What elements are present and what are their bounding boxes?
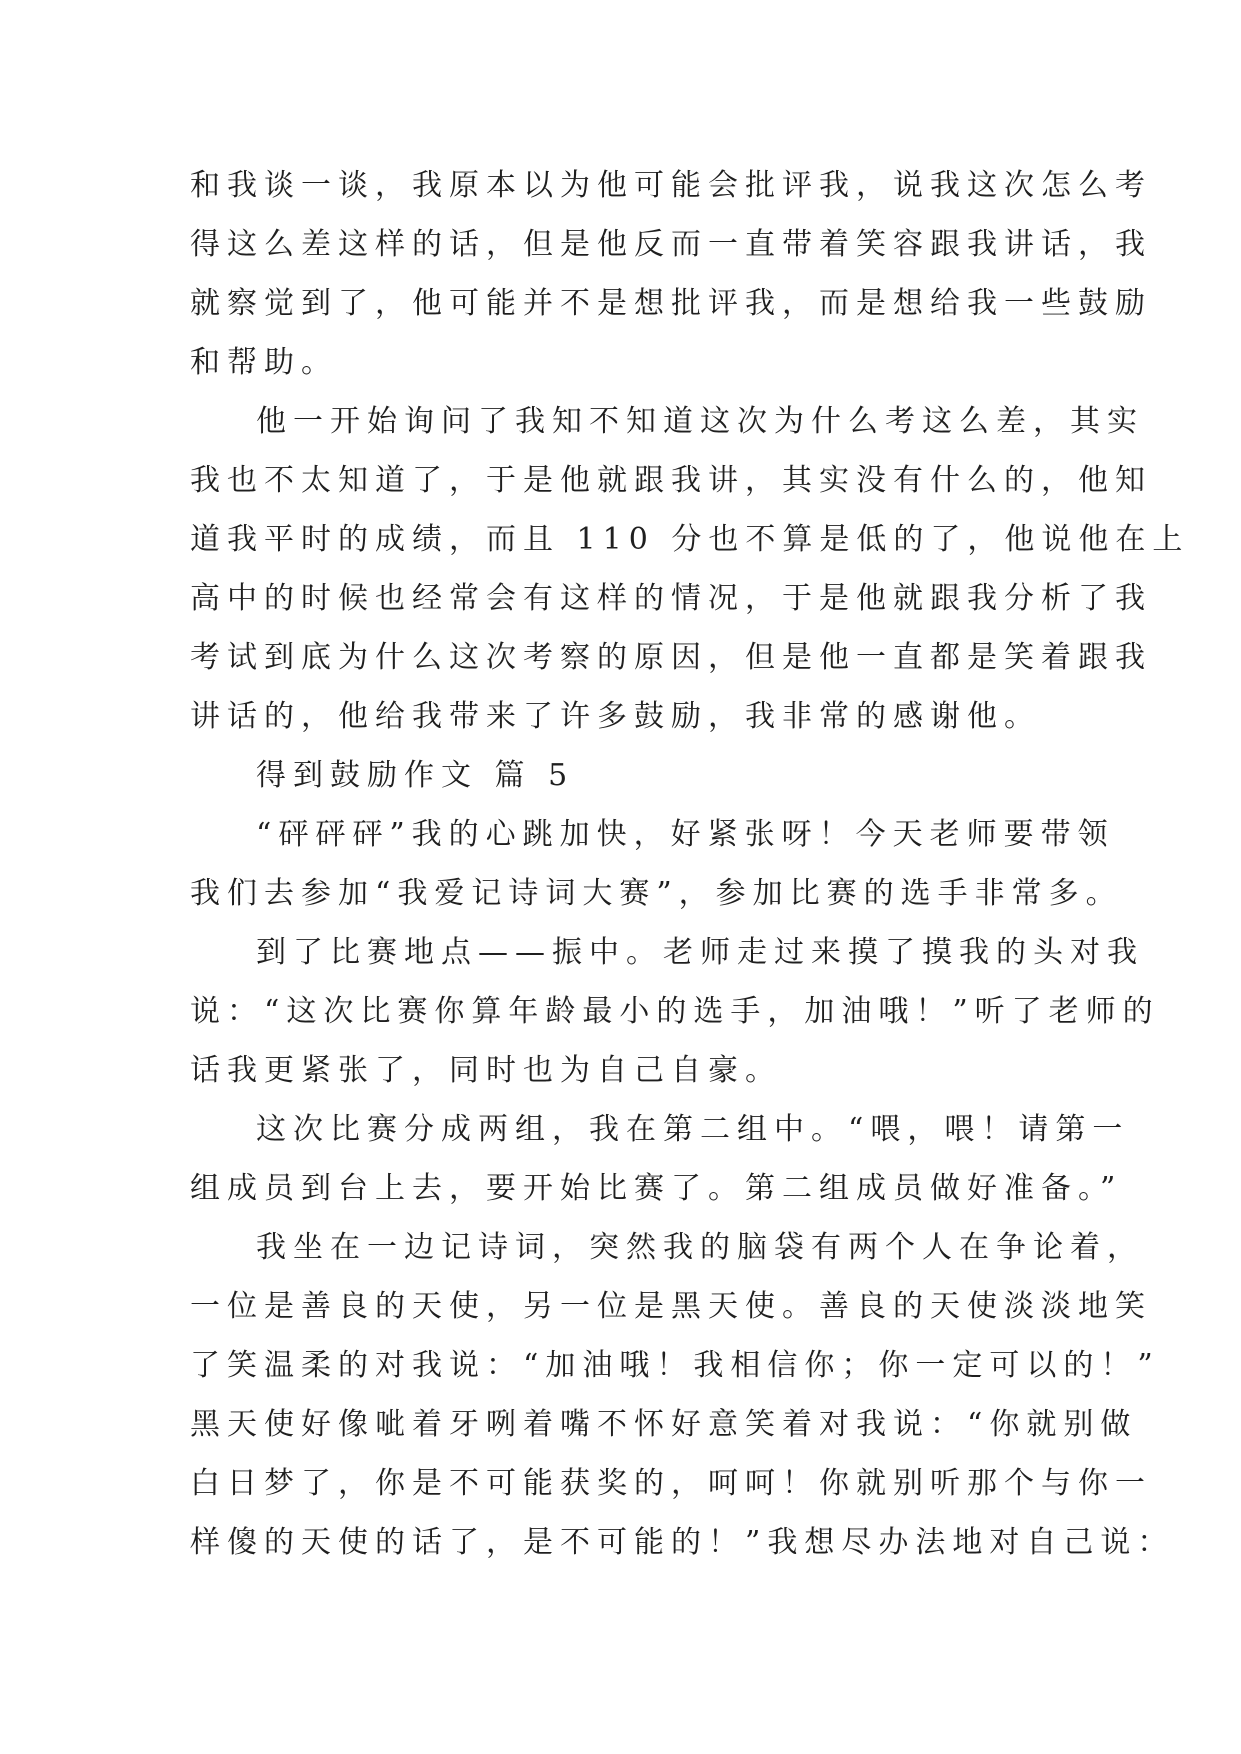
text-line: 样傻的天使的话了，是不可能的！”我想尽办法地对自己说： (190, 1525, 1175, 1560)
text-line: 和帮助。 (190, 345, 338, 380)
document-body (190, 156, 1190, 1572)
text-line: 了笑温柔的对我说：“加油哦！我相信你；你一定可以的！” (190, 1348, 1160, 1383)
text-line: 我们去参加“我爱记诗词大赛”，参加比赛的选手非常多。 (190, 876, 1123, 911)
text-line: 考试到底为什么这次考察的原因，但是他一直都是笑着跟我 (190, 640, 1152, 675)
text-line: 高中的时候也经常会有这样的情况，于是他就跟我分析了我 (190, 581, 1152, 616)
text-line: 黑天使好像呲着牙咧着嘴不怀好意笑着对我说：“你就别做 (190, 1407, 1138, 1442)
text-line: 得到鼓励作文 篇 5 (256, 758, 575, 793)
text-line: 就察觉到了，他可能并不是想批评我，而是想给我一些鼓励 (190, 286, 1152, 321)
text-line: 和我谈一谈，我原本以为他可能会批评我，说我这次怎么考 (190, 168, 1152, 203)
text-line: 这次比赛分成两组，我在第二组中。“喂，喂！请第一 (256, 1112, 1130, 1147)
text-line: 话我更紧张了，同时也为自己自豪。 (190, 1053, 782, 1088)
text-line: 道我平时的成绩，而且 110 分也不算是低的了，他说他在上 (190, 522, 1190, 557)
text-line: 讲话的，他给我带来了许多鼓励，我非常的感谢他。 (190, 699, 1041, 734)
text-line: 一位是善良的天使，另一位是黑天使。善良的天使淡淡地笑 (190, 1289, 1152, 1324)
text-line: 组成员到台上去，要开始比赛了。第二组成员做好准备。” (190, 1171, 1123, 1206)
text-line: 白日梦了，你是不可能获奖的，呵呵！你就别听那个与你一 (190, 1466, 1152, 1501)
text-line: 他一开始询问了我知不知道这次为什么考这么差，其实 (256, 404, 1144, 439)
text-line: 我也不太知道了，于是他就跟我讲，其实没有什么的，他知 (190, 463, 1152, 498)
text-line: 得这么差这样的话，但是他反而一直带着笑容跟我讲话，我 (190, 227, 1152, 262)
text-line: 到了比赛地点——振中。老师走过来摸了摸我的头对我 (256, 935, 1144, 970)
text-line: 我坐在一边记诗词，突然我的脑袋有两个人在争论着， (256, 1230, 1144, 1265)
text-line: 说：“这次比赛你算年龄最小的选手，加油哦！”听了老师的 (190, 994, 1160, 1029)
text-line: “砰砰砰”我的心跳加快，好紧张呀！今天老师要带领 (256, 817, 1115, 852)
